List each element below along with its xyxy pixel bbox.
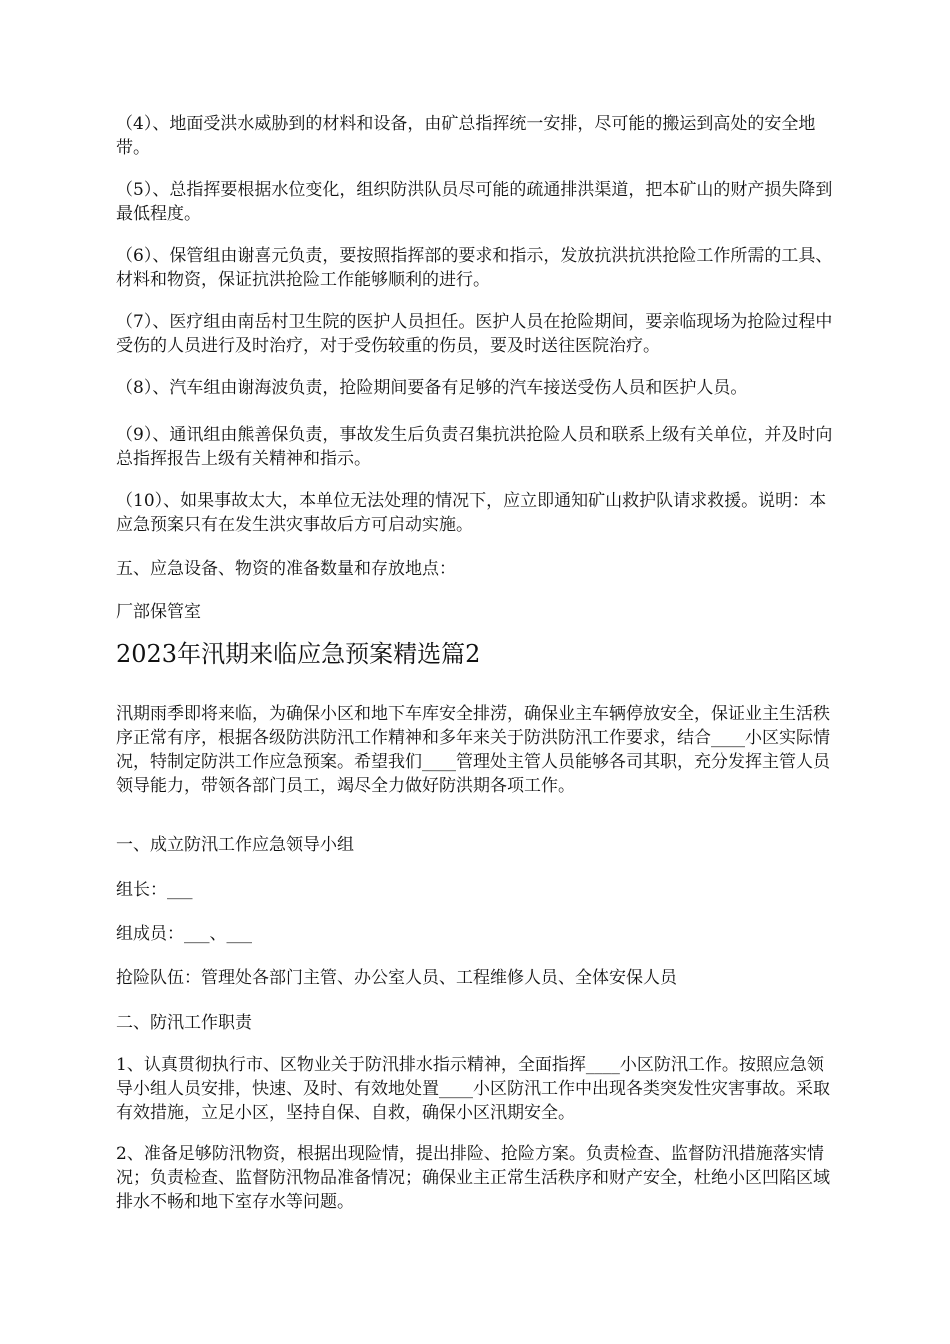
paragraph-item-7: （7）、医疗组由南岳村卫生院的医护人员担任。医护人员在抢险期间，要亲临现场为抢险过程中受伤的人员进行及时治疗，对于受伤较重的伤员，要及时送往医院治疗。 <box>116 312 833 356</box>
paragraph-item-10: （10）、如果事故太大，本单位无法处理的情况下，应立即通知矿山救护队请求救援。说明：本应急预案只有在发生洪灾事故后方可启动实施。 <box>116 491 827 535</box>
paragraph-item-8: （8）、汽车组由谢海波负责，抢险期间要备有足够的汽车接送受伤人员和医护人员。 <box>116 378 748 398</box>
section-heading-two: 二、防汛工作职责 <box>116 1013 252 1033</box>
intro-paragraph: 汛期雨季即将来临，为确保小区和地下车库安全排涝，确保业主车辆停放安全，保证业主生活秩序正常有序，根据各级防洪防汛工作精神和多年来关于防洪防汛工作要求，结合____小区实际情况，特制定防洪工作应急预案。希望我们____管理处主管人员能够各司其职，充分发挥主管人员领导能力，带领各部门员工，竭尽全力做好防洪期各项工作。 <box>116 704 830 796</box>
rescue-team: 抢险队伍：管理处各部门主管、办公室人员、工程维修人员、全体安保人员 <box>116 968 677 988</box>
duty-item-2: 2、准备足够防汛物资，根据出现险情，提出排险、抢险方案。负责检查、监督防汛措施落实情况；负责检查、监督防汛物品准备情况；确保业主正常生活秩序和财产安全，杜绝小区凹陷区域排水不畅和地下室存水等问题。 <box>116 1144 830 1212</box>
group-members: 组成员：___、___ <box>116 924 252 944</box>
paragraph-item-4: （4）、地面受洪水威胁到的材料和设备，由矿总指挥统一安排，尽可能的搬运到高处的安全地带。 <box>116 114 816 158</box>
paragraph-item-6: （6）、保管组由谢喜元负责，要按照指挥部的要求和指示，发放抗洪抗洪抢险工作所需的工具、材料和物资，保证抗洪抢险工作能够顺利的进行。 <box>116 246 833 290</box>
paragraph-item-5: （5）、总指挥要根据水位变化，组织防洪队员尽可能的疏通排洪渠道，把本矿山的财产损失降到最低程度。 <box>116 180 833 224</box>
document-title: 2023年汛期来临应急预案精选篇2 <box>116 640 481 668</box>
storage-location: 厂部保管室 <box>116 602 201 622</box>
section-heading-five: 五、应急设备、物资的准备数量和存放地点： <box>116 559 456 579</box>
section-heading-one: 一、成立防汛工作应急领导小组 <box>116 835 354 855</box>
group-leader: 组长：___ <box>116 880 193 900</box>
duty-item-1: 1、认真贯彻执行市、区物业关于防汛排水指示精神，全面指挥____小区防汛工作。按照应急领导小组人员安排，快速、及时、有效地处置____小区防汛工作中出现各类突发性灾害事故。采取有效措施，立足小区，坚持自保、自救，确保小区汛期安全。 <box>116 1055 830 1123</box>
paragraph-item-9: （9）、通讯组由熊善保负责，事故发生后负责召集抗洪抢险人员和联系上级有关单位，并及时向总指挥报告上级有关精神和指示。 <box>116 425 833 469</box>
